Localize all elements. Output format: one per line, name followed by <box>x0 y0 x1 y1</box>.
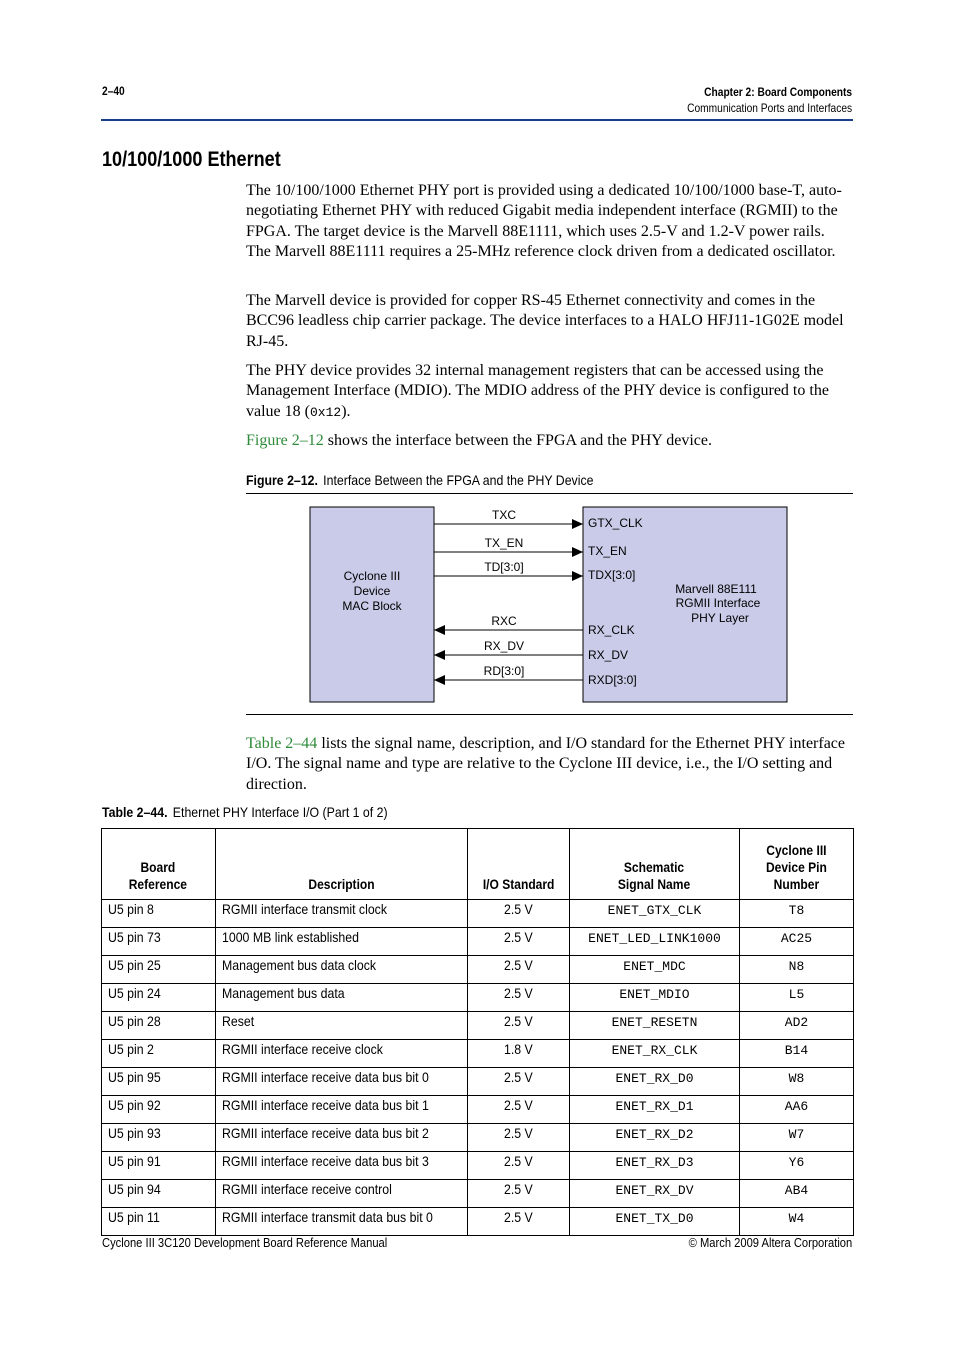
cell-description: Management bus data <box>215 984 468 1012</box>
phy-pin-label: GTX_CLK <box>588 516 643 530</box>
phy-pin-label: RXD[3:0] <box>588 673 637 687</box>
cell-signal-name: ENET_LED_LINK1000 <box>570 928 740 956</box>
column-header-device-pin: Cyclone III Device Pin Number <box>739 829 853 900</box>
column-header-signal-name: Schematic Signal Name <box>570 829 740 900</box>
header-rule <box>101 119 853 121</box>
phy-block-label-2: RGMII Interface <box>675 596 761 610</box>
mac-block-label-1: Cyclone III <box>343 569 401 583</box>
arrow-head-icon <box>572 571 583 581</box>
cell-board-reference: U5 pin 2 <box>102 1040 216 1068</box>
figure-caption <box>246 472 593 488</box>
cell-signal-name: ENET_RESETN <box>570 1012 740 1040</box>
cell-device-pin: AB4 <box>739 1180 853 1208</box>
figure-label: Figure 2–12. <box>246 472 318 488</box>
table-caption <box>102 804 388 820</box>
table-title: Ethernet PHY Interface I/O (Part 1 of 2) <box>172 804 388 820</box>
cell-device-pin: AD2 <box>739 1012 853 1040</box>
phy-pin-label: RX_CLK <box>588 623 635 637</box>
cell-signal-name: ENET_RX_D1 <box>570 1096 740 1124</box>
footer-manual-title: Cyclone III 3C120 Development Board Reference Manual <box>102 1235 388 1250</box>
cell-io-standard: 2.5 V <box>468 1096 570 1124</box>
cell-device-pin: N8 <box>739 956 853 984</box>
table-header-row <box>102 829 854 900</box>
cell-io-standard: 2.5 V <box>468 1124 570 1152</box>
paragraph-figure-ref: Figure 2–12 shows the interface between the FPGA and the PHY device. <box>246 432 712 449</box>
cell-io-standard: 1.8 V <box>468 1040 570 1068</box>
cell-signal-name: ENET_RX_D2 <box>570 1124 740 1152</box>
cell-description: RGMII interface receive control <box>215 1180 468 1208</box>
cell-description: RGMII interface receive data bus bit 3 <box>215 1152 468 1180</box>
figure-top-rule <box>246 493 853 494</box>
cell-board-reference: U5 pin 8 <box>102 900 216 928</box>
cell-io-standard: 2.5 V <box>468 900 570 928</box>
mdio-address-code: 0x12 <box>309 404 342 420</box>
cell-description: RGMII interface transmit clock <box>215 900 468 928</box>
cell-description: RGMII interface receive data bus bit 2 <box>215 1124 468 1152</box>
phy-block-label-1: Marvell 88E111 <box>675 582 757 596</box>
cell-board-reference: U5 pin 95 <box>102 1068 216 1096</box>
signal-name-label: RXC <box>491 614 517 628</box>
arrow-head-icon <box>572 519 583 529</box>
figure-title: Interface Between the FPGA and the PHY Device <box>323 472 594 488</box>
signal-name-label: TD[3:0] <box>484 560 524 574</box>
table-link[interactable]: Table 2–44 <box>246 735 318 752</box>
table-row <box>102 1124 854 1152</box>
table-row <box>102 1040 854 1068</box>
cell-board-reference: U5 pin 24 <box>102 984 216 1012</box>
footer-copyright: © March 2009 Altera Corporation <box>688 1235 852 1250</box>
cell-board-reference: U5 pin 91 <box>102 1152 216 1180</box>
column-header-io-standard: I/O Standard <box>468 829 570 900</box>
paragraph-ethernet-phy: The 10/100/1000 Ethernet PHY port is provided using a dedicated 10/100/1000 base-T, auto-negotiating Ethernet PHY with reduced Gigabit media independent interface (RGMII) to the FPGA. The target device is the Marvell 88E1111, which uses 2.5-V and 1.2-V power rails. The Marvell 88E1111 requires a 25-MHz reference clock driven from a dedicated oscillator. <box>246 182 842 260</box>
cell-signal-name: ENET_RX_CLK <box>570 1040 740 1068</box>
cell-device-pin: W4 <box>739 1208 853 1236</box>
column-header-description: Description <box>215 829 468 900</box>
cell-board-reference: U5 pin 28 <box>102 1012 216 1040</box>
paragraph-table-ref: Table 2–44 lists the signal name, description, and I/O standard for the Ethernet PHY interface I/O. The signal name and type are relative to the Cyclone III device, i.e., the I/O setting and direction. <box>246 735 846 793</box>
chapter-title: Chapter 2: Board Components <box>704 85 852 99</box>
arrow-head-icon <box>434 675 445 685</box>
cell-io-standard: 2.5 V <box>468 928 570 956</box>
cell-board-reference: U5 pin 93 <box>102 1124 216 1152</box>
cell-signal-name: ENET_TX_D0 <box>570 1208 740 1236</box>
table-row <box>102 956 854 984</box>
cell-device-pin: T8 <box>739 900 853 928</box>
page-number: 2–40 <box>102 84 125 98</box>
table-row <box>102 984 854 1012</box>
cell-device-pin: AA6 <box>739 1096 853 1124</box>
signal-name-label: TXC <box>492 508 516 522</box>
table-row <box>102 1012 854 1040</box>
cell-description: 1000 MB link established <box>215 928 468 956</box>
cell-device-pin: AC25 <box>739 928 853 956</box>
table-row <box>102 900 854 928</box>
cell-board-reference: U5 pin 25 <box>102 956 216 984</box>
table-row <box>102 1208 854 1236</box>
cell-device-pin: W7 <box>739 1124 853 1152</box>
table-row <box>102 1068 854 1096</box>
cell-signal-name: ENET_GTX_CLK <box>570 900 740 928</box>
cell-board-reference: U5 pin 94 <box>102 1180 216 1208</box>
arrow-head-icon <box>434 625 445 635</box>
cell-signal-name: ENET_MDIO <box>570 984 740 1012</box>
cell-io-standard: 2.5 V <box>468 984 570 1012</box>
phy-pin-label: TDX[3:0] <box>588 568 636 582</box>
cell-io-standard: 2.5 V <box>468 1012 570 1040</box>
cell-io-standard: 2.5 V <box>468 1068 570 1096</box>
figure-bottom-rule <box>246 714 853 715</box>
cell-board-reference: U5 pin 92 <box>102 1096 216 1124</box>
cell-io-standard: 2.5 V <box>468 1208 570 1236</box>
phy-block-label-3: PHY Layer <box>691 611 749 625</box>
cell-board-reference: U5 pin 73 <box>102 928 216 956</box>
phy-pin-label: RX_DV <box>588 648 629 662</box>
cell-device-pin: B14 <box>739 1040 853 1068</box>
arrow-head-icon <box>572 547 583 557</box>
table-row <box>102 1096 854 1124</box>
cell-device-pin: L5 <box>739 984 853 1012</box>
interface-diagram <box>246 500 853 710</box>
cell-device-pin: Y6 <box>739 1152 853 1180</box>
cell-io-standard: 2.5 V <box>468 1152 570 1180</box>
section-name: Communication Ports and Interfaces <box>687 101 852 115</box>
cell-signal-name: ENET_RX_D0 <box>570 1068 740 1096</box>
arrow-head-icon <box>434 650 445 660</box>
cell-description: RGMII interface receive data bus bit 1 <box>215 1096 468 1124</box>
table-row <box>102 928 854 956</box>
cell-signal-name: ENET_RX_D3 <box>570 1152 740 1180</box>
cell-device-pin: W8 <box>739 1068 853 1096</box>
paragraph-marvell-device: The Marvell device is provided for copper RS-45 Ethernet connectivity and comes in the BCC96 leadless chip carrier package. The device interfaces to a HALO HFJ11-1G02E model RJ-45. <box>246 292 844 350</box>
cell-signal-name: ENET_RX_DV <box>570 1180 740 1208</box>
mac-block-label-2: Device <box>353 584 391 598</box>
table-row <box>102 1152 854 1180</box>
paragraph-mdio: The PHY device provides 32 internal management registers that can be accessed using the Management Interface (MDIO). The MDIO address of the PHY device is configured to the value 18 (0x12). <box>246 362 829 420</box>
table-label: Table 2–44. <box>102 804 168 820</box>
signal-name-label: RD[3:0] <box>483 664 525 678</box>
running-header <box>687 84 852 116</box>
section-title: 10/100/1000 Ethernet <box>102 148 281 171</box>
signal-name-label: RX_DV <box>483 639 525 653</box>
cell-signal-name: ENET_MDC <box>570 956 740 984</box>
cell-description: RGMII interface receive data bus bit 0 <box>215 1068 468 1096</box>
cell-description: RGMII interface receive clock <box>215 1040 468 1068</box>
cell-io-standard: 2.5 V <box>468 1180 570 1208</box>
figure-link[interactable]: Figure 2–12 <box>246 432 324 449</box>
column-header-board-reference: Board Reference <box>102 829 216 900</box>
signal-name-label: TX_EN <box>484 536 524 550</box>
mac-block-label-3: MAC Block <box>342 599 402 613</box>
phy-pin-label: TX_EN <box>588 544 627 558</box>
cell-board-reference: U5 pin 11 <box>102 1208 216 1236</box>
cell-description: Management bus data clock <box>215 956 468 984</box>
cell-description: RGMII interface transmit data bus bit 0 <box>215 1208 468 1236</box>
table-row <box>102 1180 854 1208</box>
cell-io-standard: 2.5 V <box>468 956 570 984</box>
cell-description: Reset <box>215 1012 468 1040</box>
ethernet-io-table <box>101 828 854 1236</box>
